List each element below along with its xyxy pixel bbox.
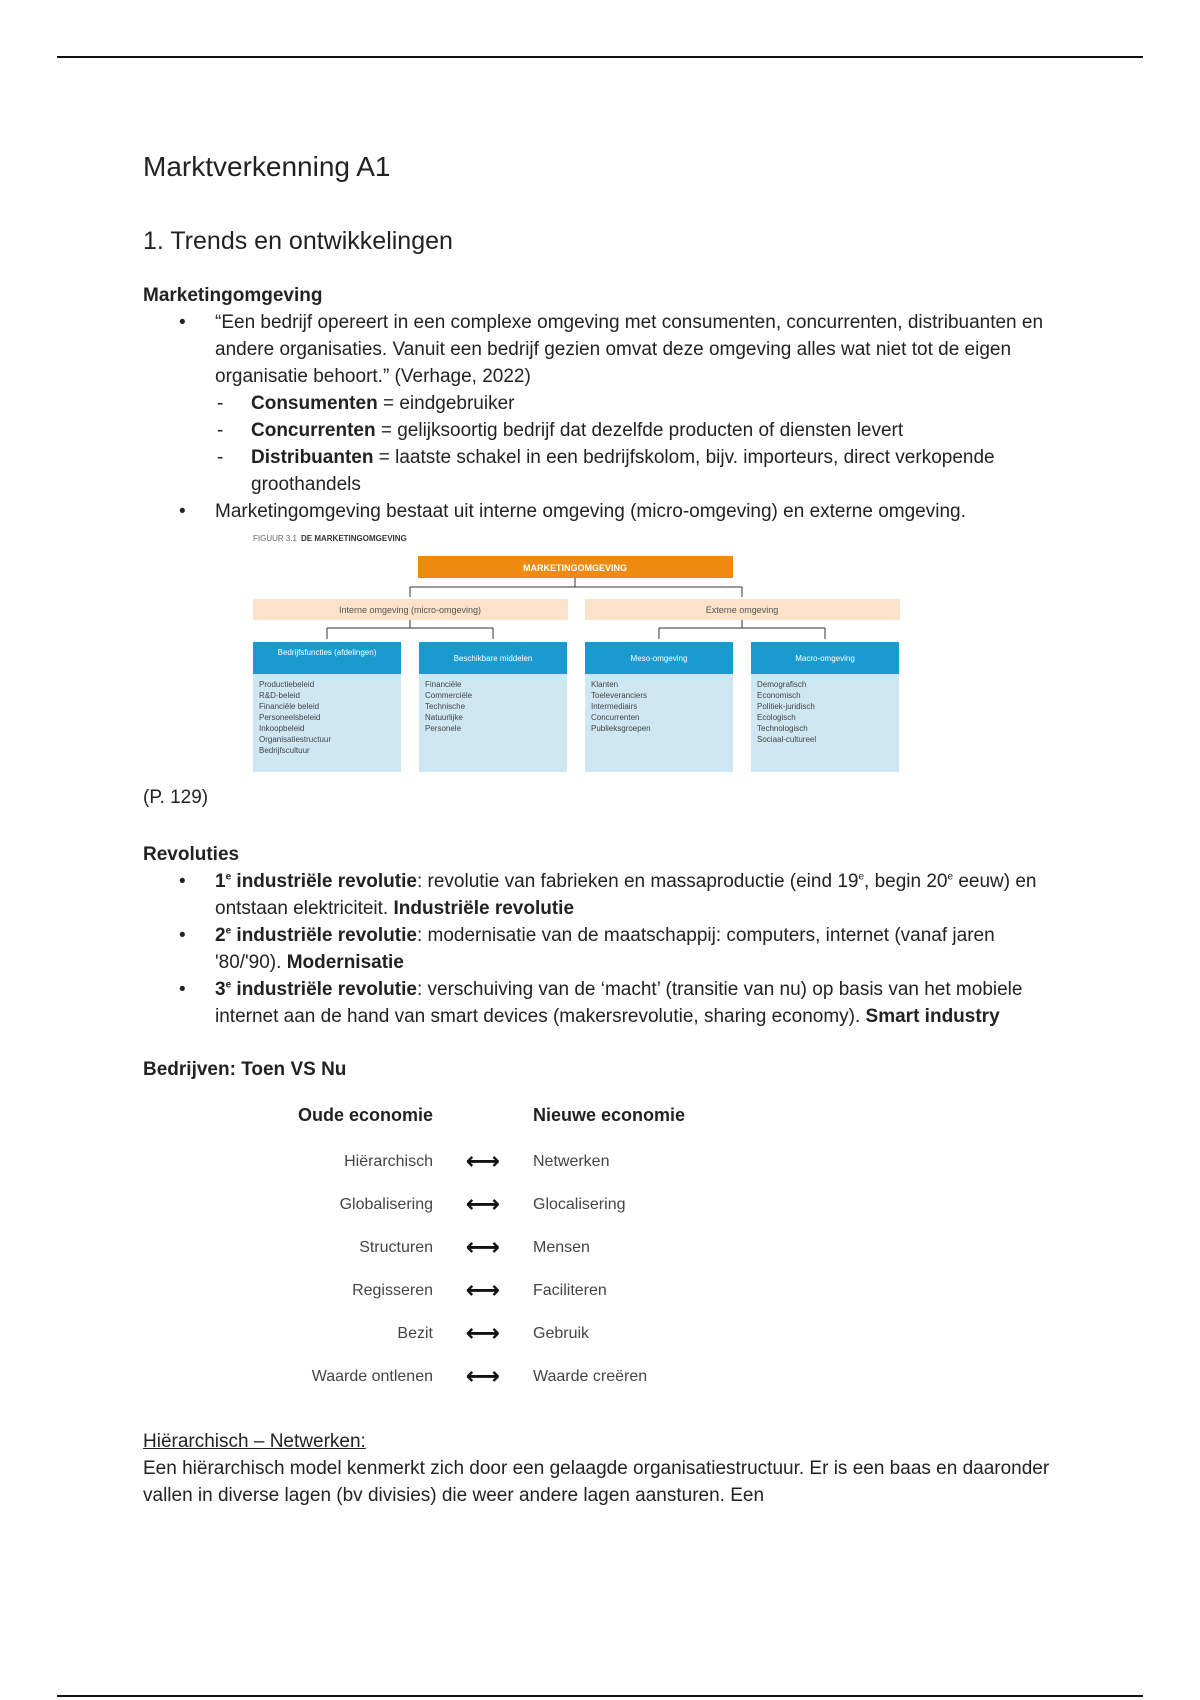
bedrijven-heading: Bedrijven: Toen VS Nu <box>143 1059 347 1080</box>
rev-tag: Modernisatie <box>286 952 404 973</box>
box-item: Financiële <box>425 680 462 689</box>
box-item: Technologisch <box>757 724 808 733</box>
double-arrow-icon: ⟷ <box>465 1234 501 1261</box>
figure-row <box>143 531 1063 821</box>
box-item: Demografisch <box>757 680 807 689</box>
table-row: Hiërarchisch ⟷ Netwerken <box>183 1140 733 1183</box>
box-item: R&D-beleid <box>259 691 300 700</box>
def-term: Concurrenten <box>251 420 376 441</box>
header-rule <box>57 56 1143 58</box>
double-arrow-icon: ⟷ <box>465 1191 501 1218</box>
marketing-list <box>143 309 1063 525</box>
figure-label-title: DE MARKETINGOMGEVING <box>301 534 407 543</box>
list-item: • 1e industriële revolutie: revolutie van fabrieken en massaproductie (eind 19e, begin 20e eeuw) en ontstaan elektriciteit. Industriële revolutie <box>215 868 1063 922</box>
page-reference: (P. 129) <box>143 787 209 808</box>
marketing-quote: “Een bedrijf opereert in een complexe omgeving met consumenten, concurrenten, distribuanten en andere organisaties. Vanuit een bedrijf gezien omvat deze omgeving alles wat niet tot de eigen organisatie behoort.” (Verhage, 2022) <box>215 312 1044 387</box>
box-title: Bedrijfsfuncties (afdelingen) <box>277 648 377 657</box>
box-title: Macro-omgeving <box>795 654 855 663</box>
figure-label-prefix: FIGUUR 3.1 <box>253 534 298 543</box>
box-item: Personele <box>425 724 462 733</box>
root-label: MARKETINGOMGEVING <box>522 563 628 573</box>
marketing-environment-figure <box>253 531 933 816</box>
table-row: Globalisering ⟷ Glocalisering <box>183 1183 733 1226</box>
def-text: = laatste schakel in een bedrijfskolom, bijv. importeurs, direct verkopende groothandels <box>251 447 995 495</box>
rev-tag: Industriële revolutie <box>393 898 575 919</box>
box-item: Publieksgroepen <box>591 724 651 733</box>
box-item: Klanten <box>591 680 619 689</box>
box-item: Technische <box>425 702 466 711</box>
box-item: Toeleveranciers <box>591 691 648 700</box>
definition-list <box>215 390 1063 498</box>
box-item: Concurrenten <box>591 713 640 722</box>
box-item: Ecologisch <box>757 713 796 722</box>
footer-rule <box>57 1695 1143 1697</box>
table-header <box>183 1105 733 1140</box>
box-item: Financiële beleid <box>259 702 320 711</box>
section-title: 1. Trends en ontwikkelingen <box>143 227 453 255</box>
extern-label: Externe omgeving <box>705 605 779 615</box>
figure-diagram <box>253 531 933 816</box>
list-item <box>251 444 1063 498</box>
list-item: • 2e industriële revolutie: modernisatie van de maatschappij: computers, internet (vanaf jaren '80/'90). Modernisatie <box>215 922 1063 976</box>
marketing-bullet: Marketingomgeving bestaat uit interne omgeving (micro-omgeving) en externe omgeving. <box>215 501 966 522</box>
hierarchisch-text: Een hiërarchisch model kenmerkt zich door een gelaagde organisatiestructuur. Er is een baas en daaronder vallen in diverse lagen (bv divisies) die weer andere lagen aansturen. Een <box>143 1458 1050 1506</box>
document-body <box>143 140 1063 1509</box>
comparison-table <box>183 1105 733 1398</box>
double-arrow-icon: ⟷ <box>465 1363 501 1390</box>
def-text: = eindgebruiker <box>377 393 515 414</box>
table-row: Waarde ontlenen ⟷ Waarde creëren <box>183 1355 733 1398</box>
box-item: Bedrijfscultuur <box>259 746 310 755</box>
box-item: Personeelsbeleid <box>259 713 321 722</box>
col-new-header: Nieuwe economie <box>533 1105 686 1125</box>
list-item <box>251 417 1063 444</box>
double-arrow-icon: ⟷ <box>465 1148 501 1175</box>
list-item <box>215 498 1063 525</box>
document-title: Marktverkenning A1 <box>143 151 391 182</box>
rev-tag: Smart industry <box>865 1006 1000 1027</box>
revoluties-heading: Revoluties <box>143 844 240 865</box>
rev-term: 2e industriële revolutie <box>215 925 417 946</box>
box-item: Productiebeleid <box>259 680 315 689</box>
def-term: Consumenten <box>251 393 378 414</box>
table-row: Regisseren ⟷ Faciliteren <box>183 1269 733 1312</box>
box-item: Sociaal-cultureel <box>757 735 817 744</box>
double-arrow-icon: ⟷ <box>465 1320 501 1347</box>
box-item: Natuurlijke <box>425 713 463 722</box>
box-item: Commerciële <box>425 691 473 700</box>
col-old-header: Oude economie <box>297 1105 433 1125</box>
box-title: Beschikbare middelen <box>453 654 533 663</box>
revoluties-list <box>143 868 1063 1030</box>
hierarchisch-heading: Hiërarchisch – Netwerken: <box>143 1431 366 1452</box>
box-item: Intermediairs <box>591 702 638 711</box>
list-item <box>215 309 1063 498</box>
box-item: Inkoopbeleid <box>259 724 305 733</box>
list-item: • 3e industriële revolutie: verschuiving van de ‘macht’ (transitie van nu) op basis van het mobiele internet aan de hand van smart devices (makersrevolutie, sharing economy). Smart industry <box>215 976 1063 1030</box>
rev-term: 3e industriële revolutie <box>215 979 417 1000</box>
table-row: Bezit ⟷ Gebruik <box>183 1312 733 1355</box>
box-item: Economisch <box>757 691 801 700</box>
box-item: Organisatiestructuur <box>259 735 332 744</box>
rev-term: 1e industriële revolutie <box>215 871 417 892</box>
def-text: = gelijksoortig bedrijf dat dezelfde producten of diensten levert <box>375 420 904 441</box>
box-bedrijfsfuncties <box>253 642 401 674</box>
box-item: Politiek-juridisch <box>757 702 815 711</box>
table-row: Structuren ⟷ Mensen <box>183 1226 733 1269</box>
double-arrow-icon: ⟷ <box>465 1277 501 1304</box>
marketing-heading: Marketingomgeving <box>143 285 323 306</box>
def-term: Distribuanten <box>251 447 374 468</box>
intern-label: Interne omgeving (micro-omgeving) <box>338 605 482 615</box>
list-item <box>251 390 1063 417</box>
box-title: Meso-omgeving <box>630 654 688 663</box>
